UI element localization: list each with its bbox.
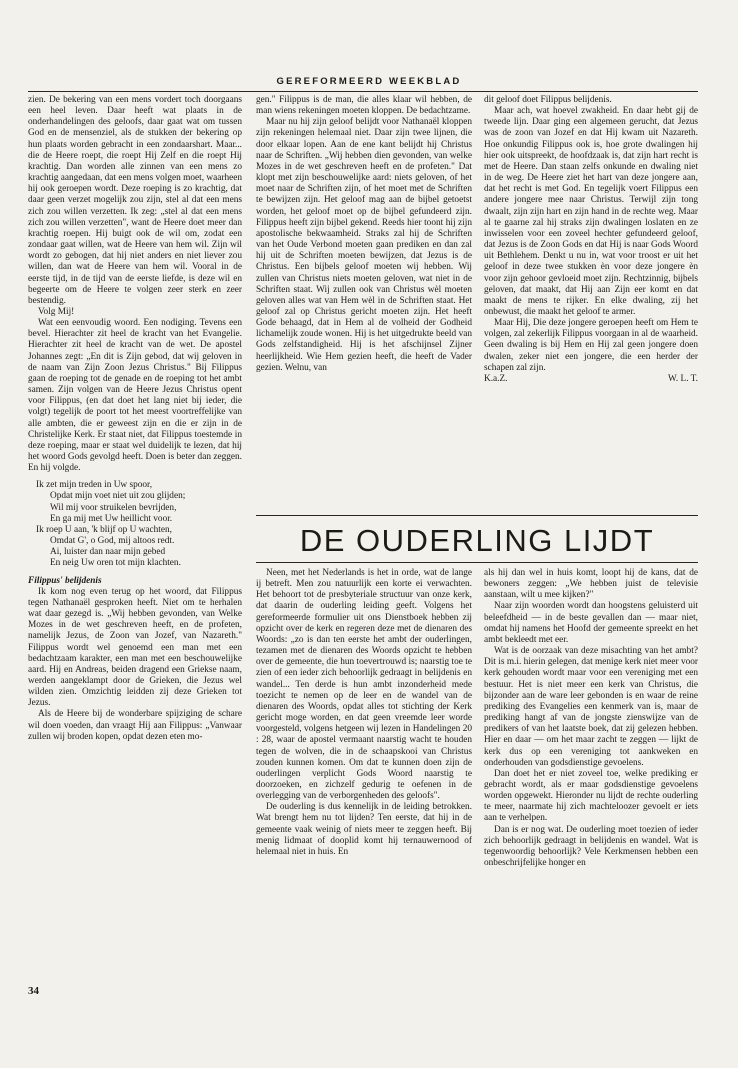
article-para: De ouderling is dus kennelijk in de leiding betrokken. Wat brengt hem nu tot lijden? Ten eerste, dat hij in de gemeente vaak weinig of niets meer te zeggen heeft. Bij menig lidmaat of dooplid komt hij ternauwernood of helemaal niet in huis. En [256, 802, 472, 857]
psalm-verse [28, 480, 242, 569]
poem-line: Opdat mijn voet niet uit zou glijden; [50, 491, 186, 502]
page-number: 34 [28, 985, 39, 997]
article-para: Dan doet het er niet zoveel toe, welke prediking er gebracht wordt, als er maar godsdienstige gevoelens worden opgewekt. Hieronder nu lijdt de rechte ouderling te meer, naarmate hij zich machteloozer gevoelt er iets aan te verhelpen. [484, 768, 698, 824]
article-para: Naar zijn woorden wordt dan hoogstens geluisterd uit beleefdheid — in de beste gevallen dan — maar niet, omdat hij namens het Hoofd der gemeente spreekt en het ambt bekleedt met eer. [484, 601, 698, 645]
col3-para-3: Maar Hij, Die deze jongere geroepen heeft om Hem te volgen, zal zekerlijk Filippus voorgaan in al de waarheid. Geen dwaling is bij Hem en Hij zal geen jongere doen dwalen, zeker niet een jongere, die een herder der schapen zal zijn. [484, 318, 698, 373]
col1-para-2: Volg Mij! [38, 306, 75, 317]
article-column-right [484, 568, 698, 983]
signature-right: W. L. T. [667, 373, 698, 384]
article-para: Neen, met het Nederlands is het in orde, wat de lange ij betreft. Men zou natuurlijk een korte ei verwachten. Het behoort tot de presbyteriale structuur van onze kerk, dat daarin de ouderling leiding geeft. Volgens het gereformeerde formulier uit ons Dienstboek hebben zij opzicht over de kerk en regeren deze met de dienaren des Woords: „zo is dan ten eerste het ambt der ouderlingen, tezamen met de dienaren des Woords opzicht te hebben over de gemeente, die hun toevertrouwd is; naarstig toe te zien of een ieder zich behoorlijk gedraagt in belijdenis en wandel... Ten derde is hun ambt inzonderheid mede toezicht te nemen op de leer en de wandel van de dienaren des Woords, opdat alles tot stichting der Kerk gericht moge worden, en dat geen vreemde leer worde voorgesteld, volgens hetgeen wij lezen in Handelingen 20 : 28, waar de apostel vermaant naarstig wacht te houden tegen de wolven, die in de schaapskooi van Christus zouden kunnen komen. Om dat te kunnen doen zijn de ouderlingen verplicht Gods Woord naarstig te doorzoeken, en zichzelf gedurig te oefenen in de overlegging van de verborgenheden des geloofs". [256, 568, 472, 802]
subheading: Filippus' belijdenis [28, 575, 102, 586]
col1-para-4: Ik kom nog even terug op het woord, dat Filippus tegen Nathanaël gesproken heeft. Niet om te herhalen wat daar gezegd is. „Wij hebben gevonden, van Welke Mozes in de wet geschreven heeft, en de profeten, namelijk Jezus, de Zoon van Jozef, van Nazareth." Filippus wordt wel genoemd een man met een bedachtzaam karakter, een man met een beschouwelijke aard. Hij en Andreas, beiden dragend een Griekse naam, werden aangeklampt door de Grieken, die Jezus wel wilden zien. Omzichtig leidden zij deze Grieken tot Jezus. [28, 586, 242, 709]
col1-para-5: Als de Heere bij de wonderbare spijziging de schare wil doen voeden, dan vraagt Hij aan Filippus: „Vanwaar zullen wij broden kopen, opdat dezen eten mo- [28, 709, 242, 742]
article-para: als hij dan wel in huis komt, loopt hij de kans, dat de bewoners zeggen: „We hebben juist de televisie aanstaan, wilt u mee kijken?" [484, 568, 698, 601]
poem-line: Omdat G', o God, mij altoos redt. [50, 536, 175, 547]
col3-para-2: Maar ach, wat hoevel zwakheid. En daar hebt gij de tweede lijn. Daar ging een algemeen gerucht, dat Jezus was de zoon van Jozef en dat Hij kwam uit Nazareth. Hoe onkundig Filippus ook is, hoe grote dwalingen hij hier ook uitspreekt, de hoofdzaak is, dat zijn hart recht is met de Heere. Dan staan zelfs onkunde en dwaling niet in de weg. De Heere ziet het hart van deze jongere aan, dat het recht is met God. En tegelijk voert Filippus een andere jongere mee naar Christus. Terwijl zijn tong dwaalt, zijn zijn hart en zijn hand in de rechte weg. Maar al te gaarne zal hij straks zijn dwalingen loslaten en ze inwisselen voor een zoveel hechter gefundeerd geloof, dat Jezus is de Zoon Gods en dat Hij is naar Gods Woord uit Bethlehem. Denkt u nu in, wat voor troost er uit het geloof in deze twee stukken èn voor deze jongere èn voor zijn gehoor gevloeid moet zijn. Rechtzinnig, bijbels geloven, dat maakt, dat Hij aan Zijn eer komt en dat maakt de mens te rijker. En elke dwaling, zij het onbewust, die maakt het geloof te armer. [484, 106, 698, 317]
signature-left: K.a.Z. [484, 373, 508, 384]
article-para: Wat is de oorzaak van deze misachting van het ambt? Dit is m.i. hierin gelegen, dat menige kerk niet meer voor kerk gehouden wordt maar voor een vereniging met een bestuur. Het is niet meer een kerk van Christus, die bijzonder aan de ware leer gebonden is en waar de reine prediking des Evangelies een kenmerk van is, maar de prediking hangt af van de jongste zienswijze van de predikers of van het laatste boek, dat zij gelezen hebben. Hier en daar — om het maar zacht te zeggen — lijkt de kerk dus op een vereniging tot aankweken en onderhouden van godsdienstige gevoelens. [484, 646, 698, 768]
column-2 [256, 95, 472, 509]
col2-para-1: gen." Filippus is de man, die alles klaar wil hebben, de man wiens rekeningen moeten kloppen. De bedachtzame. [256, 95, 472, 117]
poem-line: Ik zet mijn treden in Uw spoor, [36, 480, 153, 491]
poem-line: Wil mij voor struikelen bevrijden, [50, 502, 177, 513]
article-para: Dan is er nog wat. De ouderling moet toezien of ieder zich behoorlijk gedraagt in belijdenis en wandel. Wat is tegenwoordig behoorlijk? Vele Kerkmensen hebben een onbeschrijfelijke honger en [484, 824, 698, 869]
col1-para-3: Wat een eenvoudig woord. Een nodiging. Tevens een bevel. Hierachter zit heel de kracht van het Evangelie. Hierachter zit heel de kracht van de wet. De apostel Johannes zegt: „En dit is Zijn gebod, dat wij geloven in de naam van Zijn Zoon Jezus Christus." Bij Filippus gaan de roeping tot de genade en de roeping tot het ambt samen. Zijn volgen van de Heere Jezus Christus opent voor Filippus, (en dat doet het lang niet bij ieder, die volgt) tegelijk de poort tot het meest voortreffelijke van alle ambten, die er geweest zijn en die er zijn in de Christelijke Kerk. Er staat niet, dat Filippus toestemde in deze roeping, maar er staat wel duidelijk te lezen, dat hij het woord Gods gevolgd heeft. Doen is beter dan zeggen. En hij volgde. [28, 318, 242, 474]
poem-line: En ga mij met Uw heillicht voor. [50, 513, 173, 524]
article-column-left [256, 568, 472, 983]
signature-line [484, 374, 698, 385]
column-3 [484, 95, 698, 509]
header-rule [28, 91, 698, 92]
poem-line: En neig Uw oren tot mijn klachten. [50, 558, 181, 569]
column-1 [28, 95, 242, 983]
article-top-rule [256, 515, 698, 516]
col2-para-2: Maar nu hij zijn geloof belijdt voor Nathanaël kloppen zijn rekeningen helemaal niet. Daar zijn twee lijnen, die door elkaar lopen. Aan de ene kant belijdt hij Christus naar de Schriften. „Wij hebben dien gevonden, van welke Mozes in de wet geschreven heeft en de profeten." Dat klopt met zijn beschouwelijke aard: niets geloven, of het moet naar de Schriften zijn, of het moet met de Schriften te bewijzen zijn. Het geloof mag aan de bijbel getoetst worden, het geloof moet op de bijbel gefundeerd zijn. Filippus heeft zijn bijbel gekend. Reeds hier toont hij zijn apostolische bekwaamheid. Straks zal hij de Schriften van het Oude Verbond moeten gaan prediken en dan zal hij uit de Schriften moeten bewijzen, dat Jezus is de Christus. Een bijbels geloof moeten wij hebben. Wij zullen van Christus niets moeten geloven, wat niet in de Schriften staat. Wij zullen ook van Christus wèl moeten geloven alles wat van Hem wèl in de Schriften staat. Het geloof zal op Christus gericht moeten zijn. Het heeft Gode behaagd, dat in Hem al de volheid der Godheid lichamelijk zoude wonen. Hij is het uitgedrukte beeld van Gods zelfstandigheid. Hij is het afschijnsel Zijner heerlijkheid. Wie Hem gezien heeft, die heeft de Vader gezien. Welnu, van [256, 117, 472, 373]
col3-para-1: dit geloof doet Filippus belijdenis. [484, 95, 612, 105]
poem-line: Ai, luister dan naar mijn gebed [50, 547, 166, 558]
poem-line: Ik roep U aan, 'k blijf op U wachten, [36, 524, 172, 535]
running-header: GEREFORMEERD WEEKBLAD [276, 76, 462, 87]
article-title-rule [256, 562, 698, 563]
col1-para-1: zien. De bekering van een mens vordert toch doorgaans een heel leven. Daar heeft wat plaats in de onderhandelingen des geloofs, daar gaat wat om tussen God en de mensenziel, als de stukken der bekering op hun plaats worden gebracht in een zondaarshart. Maar... die de Heere roept, die roept Hij Zelf en die roept Hij krachtig. Dan worden alle zinnen van een mens zo krachtig aangedaan, dat een mens volgen moet, waarheen hij ook geroepen wordt. Deze roeping is zo krachtig, dat daar geen verzet mogelijk zou zijn, stel al dat een mens zich zou willen verzetten. Ik zeg: „stel al dat een mens zich zou willen verzetten", want de Heere doet meer dan krachtig roepen. Hij buigt ook de wil om, zodat een zondaar gaat willen, wat de Heere van hem wil. Zijn wil wordt zo gebogen, dat hij niet anders en niet liever zou willen, dan wat de Heere van hem wil. Vooral in de eerste tijd, in de tijd van de eerste liefde, is deze wil en begeerte om de Heere te volgen zeer sterk en zeer bestendig. [28, 95, 242, 306]
article-title: DE OUDERLING LIJDT [299, 523, 655, 558]
